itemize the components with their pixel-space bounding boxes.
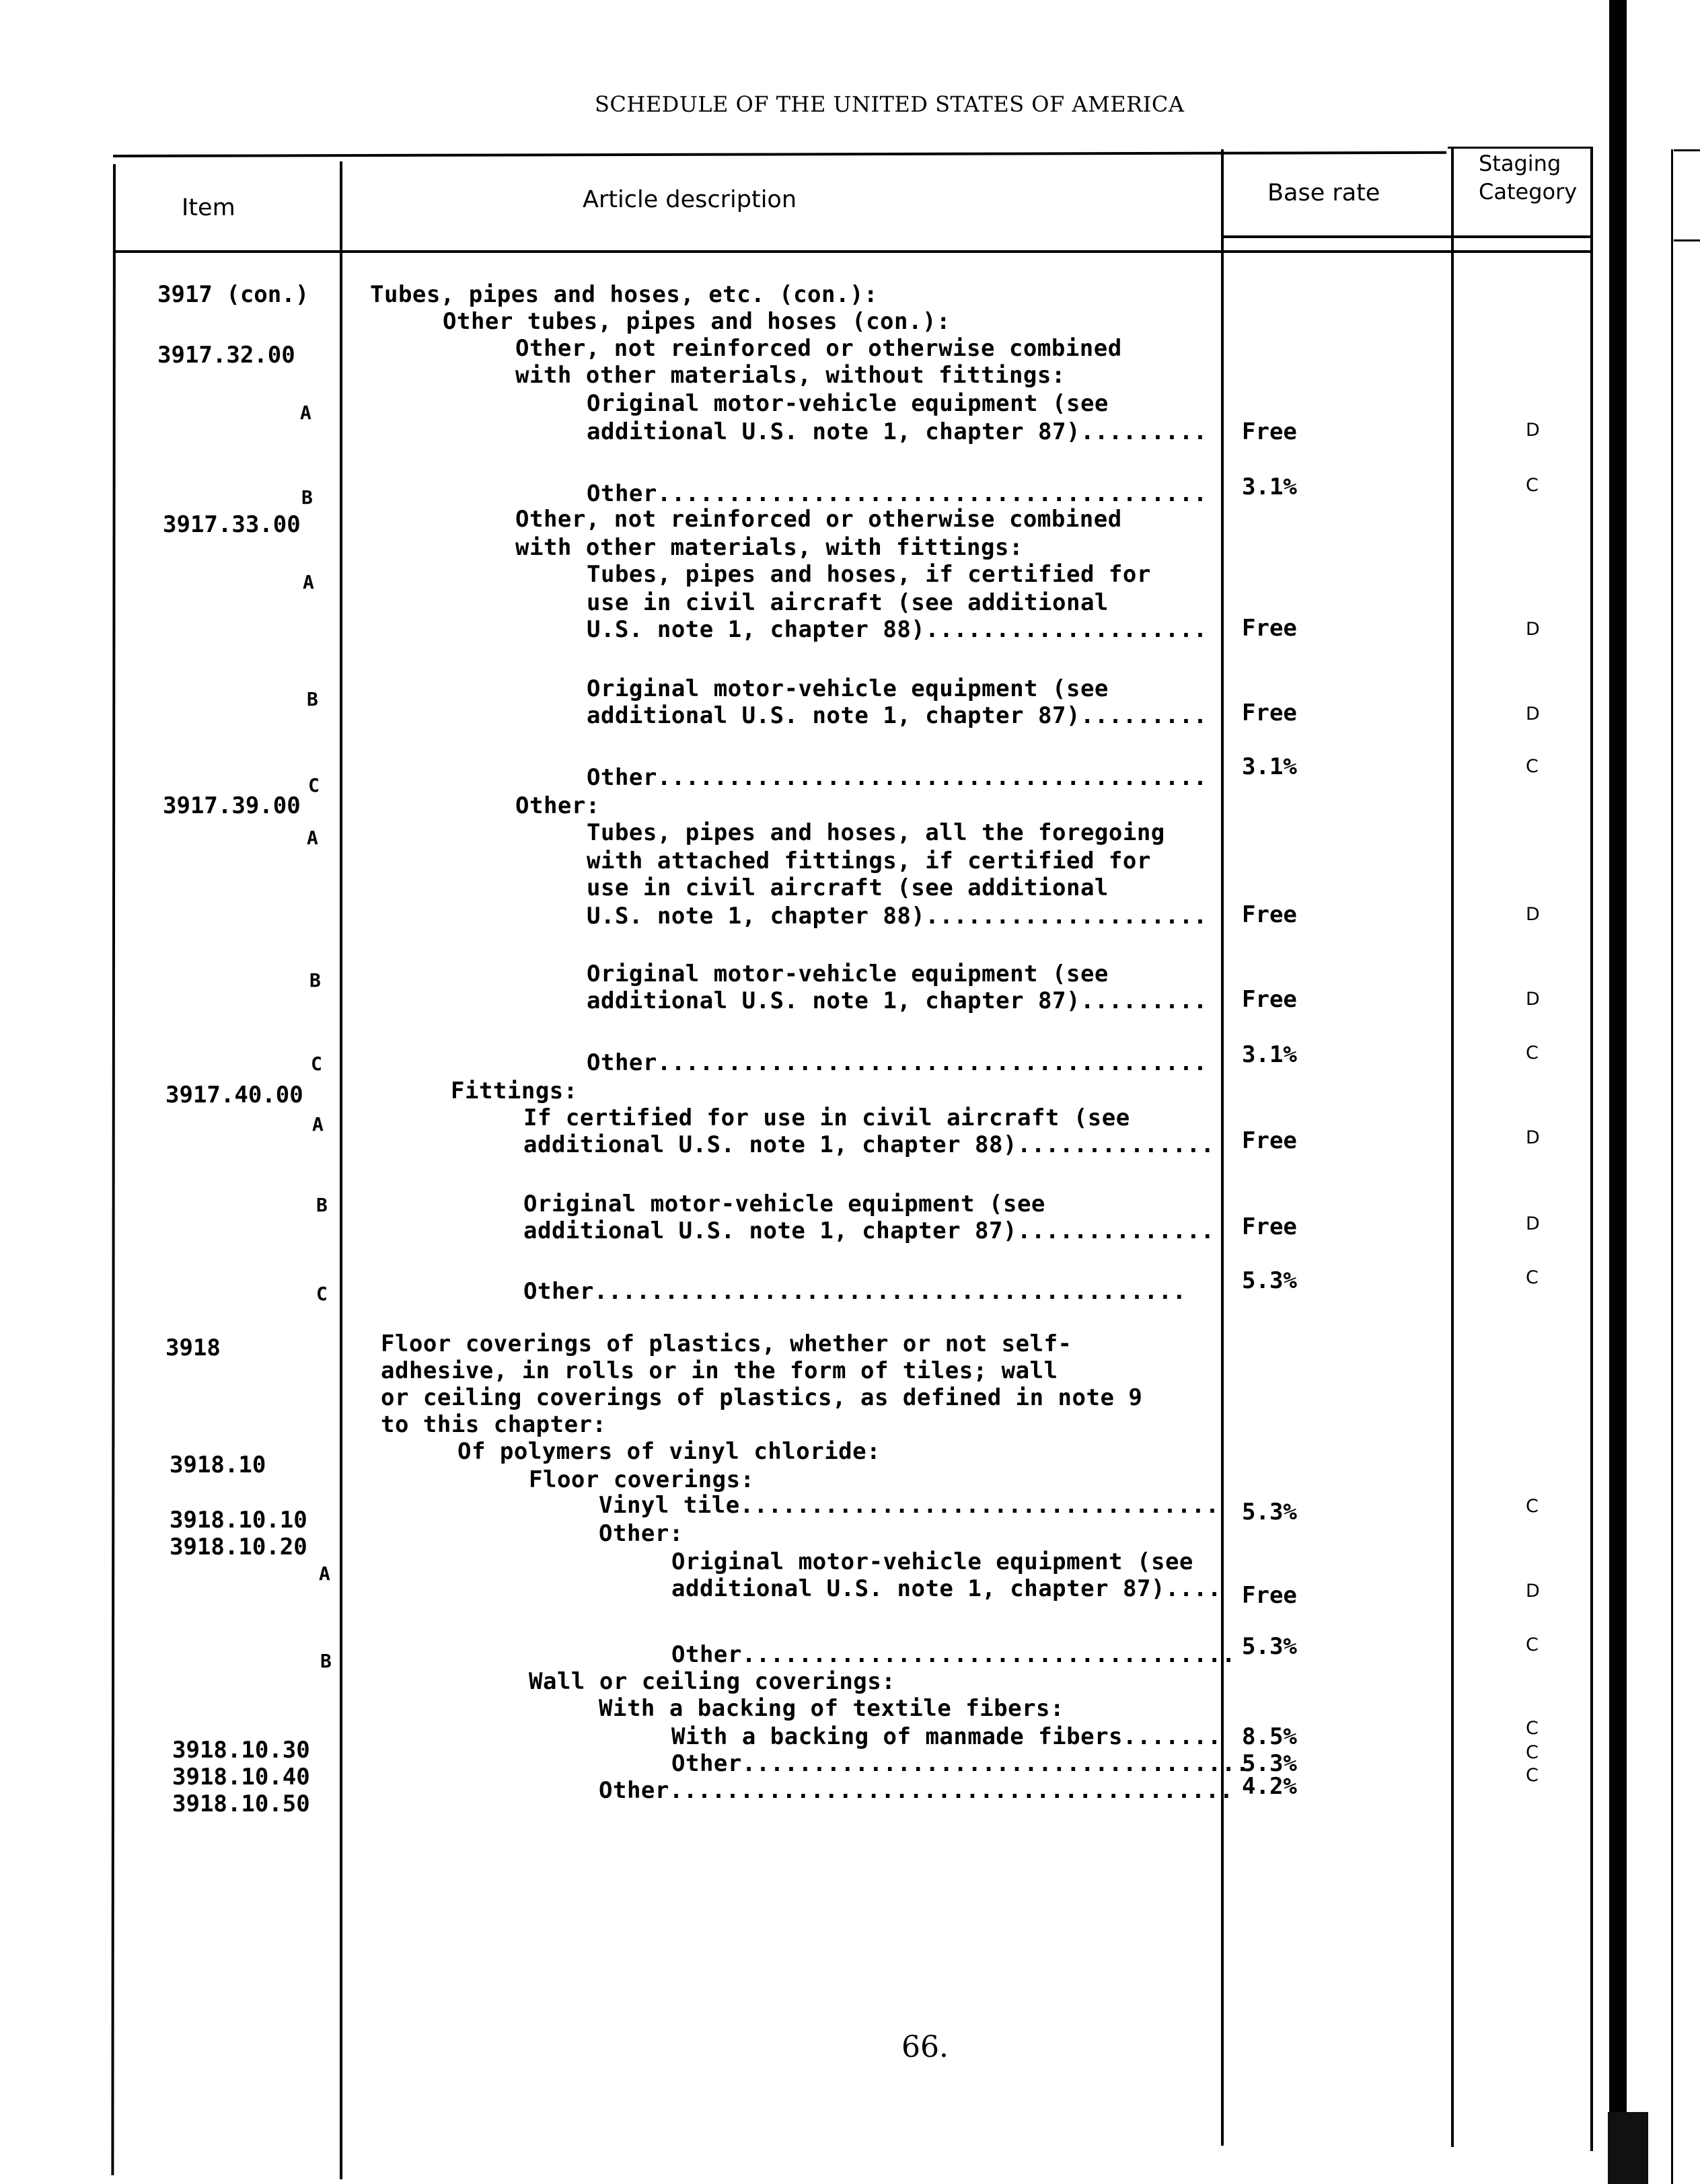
adjacent-page-border [1674, 149, 1700, 151]
subheading-letter: A [319, 1562, 330, 1585]
article-description: with attached fittings, if certified for [587, 848, 1151, 874]
article-description: Other: [515, 792, 600, 819]
subheading-letter: A [303, 571, 314, 593]
subheading-letter: B [320, 1650, 332, 1672]
article-description: Wall or ceiling coverings: [529, 1668, 896, 1695]
article-description: Other, not reinforced or otherwise combined [515, 335, 1122, 362]
staging-category-value: C [1526, 1634, 1539, 1655]
table-top-border [113, 151, 1446, 157]
article-description: additional U.S. note 1, chapter 87)......... [587, 702, 1208, 729]
article-description: additional U.S. note 1, chapter 87).............. [523, 1217, 1215, 1244]
base-rate-value: 3.1% [1242, 1041, 1297, 1068]
article-description: With a backing of manmade fibers....... [671, 1723, 1222, 1750]
base-rate-value: Free [1242, 700, 1297, 726]
subheading-letter: A [300, 402, 311, 424]
base-rate-value: Free [1242, 901, 1297, 928]
book-binding-shadow [1609, 0, 1627, 2184]
subheading-letter: A [307, 827, 318, 849]
article-description: With a backing of textile fibers: [599, 1695, 1065, 1722]
header-staging: Staging [1479, 151, 1561, 176]
article-description: Tubes, pipes and hoses, etc. (con.): [370, 281, 878, 308]
article-description: U.S. note 1, chapter 88).................... [587, 903, 1208, 930]
base-rate-value: Free [1242, 986, 1297, 1013]
staging-category-value: D [1526, 1213, 1540, 1234]
item-number: 3917.32.00 [157, 342, 295, 369]
article-description: Fittings: [451, 1078, 578, 1104]
staging-category-value: D [1526, 619, 1540, 640]
subheading-letter: B [301, 486, 313, 509]
base-rate-value: 3.1% [1242, 753, 1297, 780]
adjacent-page-rule [1674, 239, 1700, 241]
article-description: Original motor-vehicle equipment (see [587, 675, 1109, 702]
item-number: 3918.10.50 [172, 1791, 310, 1817]
article-description: Other....................................... [587, 764, 1208, 791]
article-description: use in civil aircraft (see additional [587, 589, 1109, 616]
base-rate-value: 5.3% [1242, 1750, 1297, 1777]
article-description: Other tubes, pipes and hoses (con.): [443, 308, 951, 335]
article-description: Other....................................... [587, 1049, 1208, 1076]
schedule-title: SCHEDULE OF THE UNITED STATES OF AMERICA [595, 91, 1185, 117]
base-rate-value: Free [1242, 418, 1297, 445]
item-number: 3918.10.10 [170, 1507, 307, 1534]
article-description: Tubes, pipes and hoses, if certified for [587, 561, 1151, 588]
article-description: additional U.S. note 1, chapter 87).... [671, 1575, 1222, 1602]
staging-category-value: D [1526, 904, 1540, 925]
article-description: Tubes, pipes and hoses, all the foregoing [587, 819, 1165, 846]
staging-category-value: D [1526, 989, 1540, 1010]
staging-category-value: D [1526, 420, 1540, 441]
staging-category-value: D [1526, 1581, 1540, 1602]
header-rule-right [1221, 235, 1593, 238]
base-rate-value: 8.5% [1242, 1723, 1297, 1750]
item-number: 3918.10.20 [170, 1534, 307, 1560]
article-description: Other: [599, 1520, 683, 1547]
item-column-divider [340, 161, 342, 2179]
item-number: 3917 (con.) [157, 281, 309, 308]
base-rate-value: 4.2% [1242, 1773, 1297, 1800]
article-description: to this chapter: [381, 1411, 607, 1438]
header-description: Article description [583, 186, 797, 213]
article-description: Other....................................... [587, 480, 1208, 507]
item-number: 3917.33.00 [163, 511, 301, 538]
staging-column-divider [1451, 147, 1454, 2147]
staging-category-value: C [1526, 1718, 1539, 1739]
article-description: Other.......................................... [523, 1278, 1187, 1305]
article-description: Floor coverings of plastics, whether or not self- [381, 1330, 1072, 1357]
item-number: 3918 [165, 1334, 221, 1361]
header-base-rate: Base rate [1267, 180, 1380, 206]
subheading-letter: C [316, 1283, 328, 1305]
item-number: 3917.39.00 [163, 792, 301, 819]
article-description: additional U.S. note 1, chapter 87)......... [587, 987, 1208, 1014]
binding-corner-shadow [1608, 2112, 1648, 2184]
staging-category-value: C [1526, 1267, 1539, 1288]
article-description: Original motor-vehicle equipment (see [587, 390, 1109, 417]
header-item: Item [182, 194, 235, 221]
base-rate-value: Free [1242, 1127, 1297, 1154]
article-description: Original motor-vehicle equipment (see [523, 1191, 1045, 1217]
base-rate-value: 5.3% [1242, 1267, 1297, 1294]
article-description: Vinyl tile.................................. [599, 1492, 1220, 1519]
base-rate-value: Free [1242, 1582, 1297, 1609]
article-description: with other materials, with fittings: [515, 534, 1023, 561]
page-number: 66. [901, 2030, 949, 2064]
staging-category-value: C [1526, 1742, 1539, 1763]
subheading-letter: C [308, 774, 320, 796]
article-description: If certified for use in civil aircraft (see [523, 1104, 1130, 1131]
staging-category-value: D [1526, 704, 1540, 724]
staging-category-value: C [1526, 1496, 1539, 1517]
item-number: 3918.10.30 [172, 1737, 310, 1764]
subheading-letter: A [312, 1113, 324, 1135]
article-description: or ceiling coverings of plastics, as defined in note 9 [381, 1384, 1143, 1411]
base-rate-value: 3.1% [1242, 474, 1297, 500]
adjacent-page-left-border [1671, 149, 1673, 2184]
article-description: Other........................................ [599, 1777, 1234, 1804]
staging-category-value: C [1526, 1765, 1539, 1786]
staging-category-value: D [1526, 1127, 1540, 1148]
right-border [1590, 147, 1593, 2151]
article-description: U.S. note 1, chapter 88).................... [587, 616, 1208, 643]
staging-category-value: C [1526, 756, 1539, 777]
article-description: adhesive, in rolls or in the form of tiles; wall [381, 1357, 1058, 1384]
article-description: Original motor-vehicle equipment (see [587, 961, 1109, 987]
article-description: with other materials, without fittings: [515, 362, 1066, 389]
subheading-letter: B [316, 1194, 328, 1216]
description-column-divider [1221, 149, 1224, 2146]
article-description: Floor coverings: [529, 1466, 755, 1493]
article-description: Other................................... [671, 1641, 1236, 1668]
item-number: 3918.10 [170, 1452, 266, 1478]
staging-category-value: C [1526, 475, 1539, 496]
article-description: additional U.S. note 1, chapter 88).............. [523, 1131, 1215, 1158]
item-number: 3918.10.40 [172, 1764, 310, 1791]
base-rate-value: 5.3% [1242, 1633, 1297, 1660]
header-bottom-border [113, 250, 1593, 253]
article-description: Other.................................... [671, 1750, 1250, 1777]
staging-category-value: C [1526, 1043, 1539, 1063]
article-description: additional U.S. note 1, chapter 87)......... [587, 418, 1208, 445]
base-rate-value: 5.3% [1242, 1499, 1297, 1526]
article-description: Original motor-vehicle equipment (see [671, 1548, 1193, 1575]
article-description: Of polymers of vinyl chloride: [457, 1438, 881, 1465]
base-rate-value: Free [1242, 615, 1297, 642]
subheading-letter: C [311, 1053, 322, 1075]
staging-header-top-border [1448, 147, 1592, 149]
subheading-letter: B [309, 969, 321, 991]
base-rate-value: Free [1242, 1213, 1297, 1240]
article-description: use in civil aircraft (see additional [587, 874, 1109, 901]
item-number: 3917.40.00 [165, 1082, 303, 1108]
subheading-letter: B [307, 688, 318, 710]
left-border [111, 164, 116, 2175]
article-description: Other, not reinforced or otherwise combined [515, 506, 1122, 533]
header-category: Category [1479, 179, 1578, 204]
